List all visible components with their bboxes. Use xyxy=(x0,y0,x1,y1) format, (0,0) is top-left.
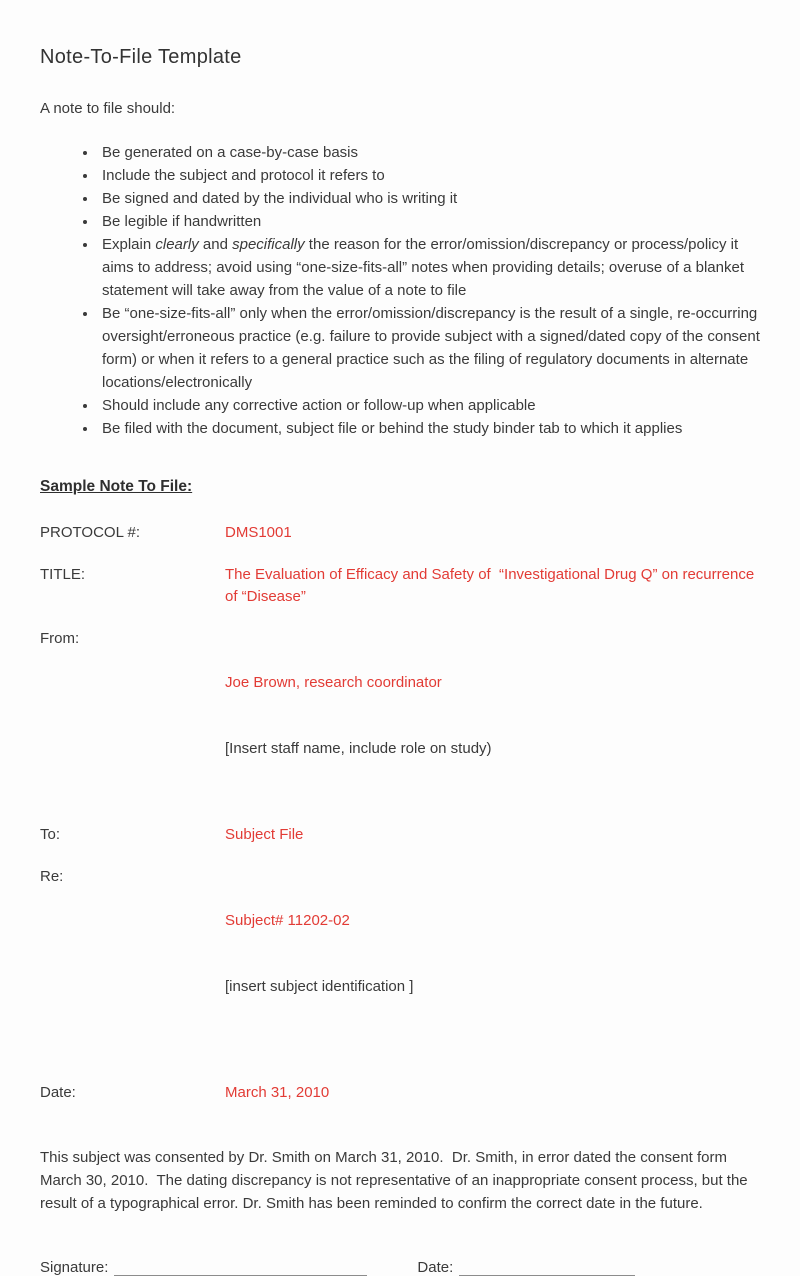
signature-row xyxy=(40,1259,770,1276)
bullet-item: • Be filed with the document, subject file or behind the study binder tab to which it applies xyxy=(98,417,770,440)
field-label: Date: xyxy=(40,1084,76,1101)
field-value: DMS1001 xyxy=(225,524,292,541)
field-row-re xyxy=(40,866,770,1042)
field-row-protocol xyxy=(40,522,770,544)
bullet-text-segment: and xyxy=(198,236,233,253)
bullet-item: • Be “one-size-fits-all” only when the error/omission/discrepancy is the result of a single, re-occurring oversight/erroneous practice (e.g. failure to provide subject with a signed/dated copy of the consent form) or when it refers to a general practice such as the filing of regulatory documents in alternate locations/electronically xyxy=(98,302,770,394)
field-value: Subject# 11202-02 xyxy=(225,912,350,929)
signature-line xyxy=(114,1260,367,1276)
field-note: [insert subject identification ] xyxy=(225,978,414,995)
bullet-text-italic: specifically xyxy=(232,236,305,253)
signature-date-label: Date: xyxy=(417,1259,454,1276)
field-value: The Evaluation of Efficacy and Safety of “Investigational Drug Q” on recurrence of “Disease” xyxy=(225,566,759,605)
bullet-list xyxy=(40,141,770,440)
field-value: Joe Brown, research coordinator xyxy=(225,674,442,691)
field-label: PROTOCOL #: xyxy=(40,524,141,541)
bullet-text-segment: the reason for the error/omission/discrepancy or process/policy it aims to address; avoid using “one-size-fits-all” notes when providing details; overuse of a blanket statement will take away from the value of a note to file xyxy=(102,236,744,299)
field-row-title xyxy=(40,564,770,608)
bullet-item: • Be generated on a case-by-case basis xyxy=(98,141,770,164)
field-note: [Insert staff name, include role on study) xyxy=(225,740,492,757)
field-label: Re: xyxy=(40,868,64,885)
field-label: TITLE: xyxy=(40,566,86,583)
signature-label: Signature: xyxy=(40,1259,109,1276)
bullet-item: • Be signed and dated by the individual who is writing it xyxy=(98,187,770,210)
bullet-item: • Should include any corrective action or follow-up when applicable xyxy=(98,394,770,417)
field-label: From: xyxy=(40,630,80,647)
sample-note-heading: Sample Note To File: xyxy=(40,478,193,495)
bullet-item: • Include the subject and protocol it refers to xyxy=(98,164,770,187)
field-value-group xyxy=(225,628,492,804)
field-value: Subject File xyxy=(225,826,304,843)
bullet-item: • Be legible if handwritten xyxy=(98,210,770,233)
field-row-from xyxy=(40,628,770,804)
note-body-paragraph: This subject was consented by Dr. Smith on March 31, 2010. Dr. Smith, in error dated the consent form March 30, 2010. The dating discrepancy is not representative of an inappropriate consent process, but the result of a typographical error. Dr. Smith has been reminded to confirm the correct date in the future. xyxy=(40,1149,752,1212)
field-value: March 31, 2010 xyxy=(225,1084,330,1101)
field-row-date xyxy=(40,1082,770,1104)
field-row-to xyxy=(40,824,770,846)
field-value-group xyxy=(225,866,413,1042)
page-title: Note-To-File Template xyxy=(40,46,242,68)
intro-text: A note to file should: xyxy=(40,100,176,117)
bullet-text-segment: Explain xyxy=(102,236,156,253)
bullet-item xyxy=(98,233,770,302)
field-list xyxy=(40,522,770,1104)
signature-date-line xyxy=(459,1260,635,1276)
field-label: To: xyxy=(40,826,61,843)
bullet-text-italic: clearly xyxy=(155,236,199,253)
